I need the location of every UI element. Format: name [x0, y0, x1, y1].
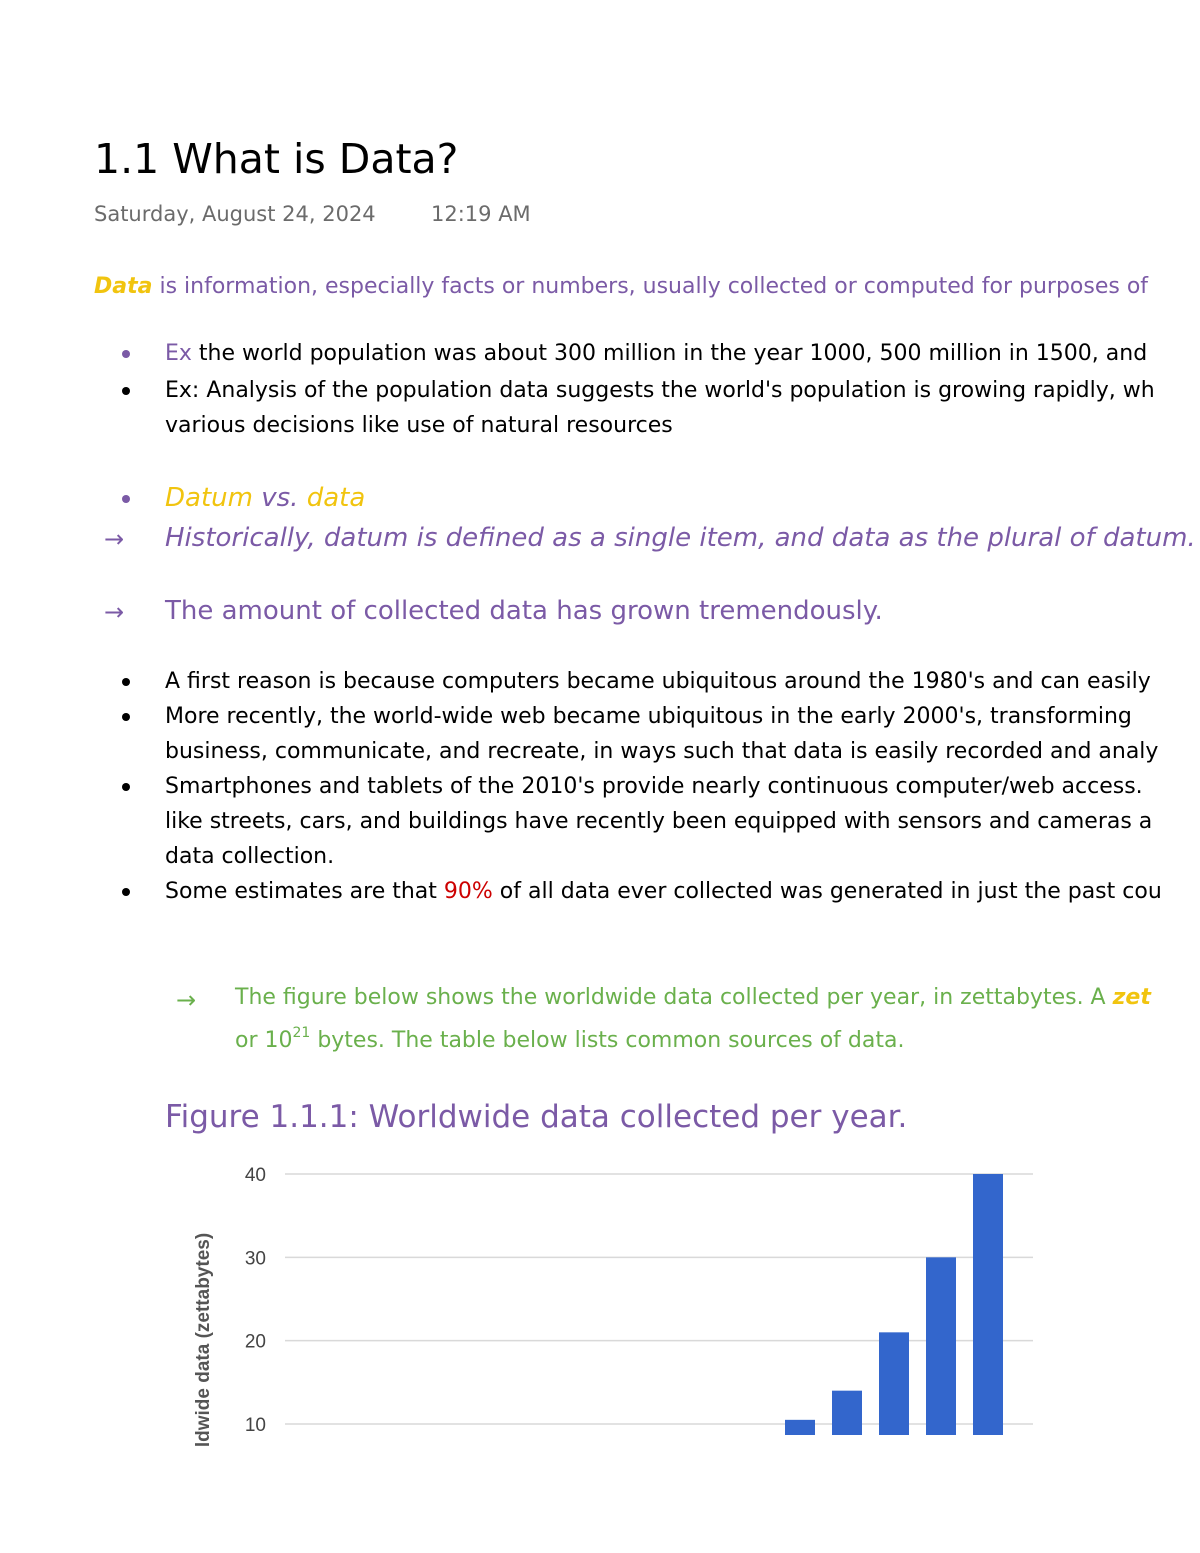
chart-bar: [832, 1391, 862, 1435]
chart-bar: [785, 1420, 815, 1435]
datum-vs: vs.: [252, 483, 307, 513]
datum-term: Datum: [165, 483, 253, 513]
definition-term: Data: [94, 274, 153, 299]
bullet-icon: [122, 783, 130, 791]
estimate-after: of all data ever collected was generated in just the past cou: [492, 879, 1162, 904]
chart-bar: [926, 1257, 956, 1435]
data-term: data: [306, 483, 366, 513]
reason-item: A first reason is because computers became ubiquitous around the 1980's and can easily: [165, 669, 1151, 694]
reason-item-continuation: business, communicate, and recreate, in ways such that data is easily recorded and analy: [165, 739, 1159, 764]
chart-grid: [245, 1165, 1033, 1436]
page-date: Saturday, August 24, 2024: [94, 202, 376, 226]
figure-note-sup: 21: [292, 1025, 311, 1041]
estimate-highlight: 90%: [443, 879, 493, 904]
chart-bar: [973, 1174, 1003, 1435]
y-tick-label: 20: [244, 1331, 266, 1353]
arrow-right-icon: →: [104, 525, 125, 553]
reason-item-continuation: data collection.: [165, 844, 335, 869]
bullet-icon: [122, 350, 130, 358]
arrow-right-icon: →: [176, 986, 197, 1014]
y-tick-label: 30: [244, 1248, 266, 1270]
figure-note-line1: [235, 984, 1151, 1012]
page-title: 1.1 What is Data?: [94, 135, 459, 183]
bullet-icon: [122, 713, 130, 721]
bullet-icon: [122, 678, 130, 686]
chart-bars: [785, 1174, 1003, 1435]
bullet-icon: [122, 888, 130, 896]
example-item-continuation: various decisions like use of natural resources: [165, 413, 673, 438]
growth-heading: The amount of collected data has grown tremendously.: [165, 596, 883, 626]
figure-note-before: or 10: [235, 1028, 293, 1053]
example-item: [165, 340, 1147, 368]
bullet-icon: [122, 495, 130, 503]
arrow-right-icon: →: [104, 598, 125, 626]
figure-note-line2: [235, 1019, 904, 1055]
definition-paragraph: [94, 273, 1148, 301]
bullet-icon: [122, 387, 130, 395]
datum-heading: [165, 482, 365, 514]
y-tick-label: 10: [244, 1415, 266, 1436]
datum-history: Historically, datum is defined as a single item, and data as the plural of datum.: [165, 523, 1196, 553]
chart-ylabel: ldwide data (zettabytes): [193, 1232, 214, 1448]
bar-chart: [180, 1150, 1050, 1453]
page-time: 12:19 AM: [431, 202, 531, 226]
example-prefix: Ex: [165, 341, 192, 366]
estimate-item: [165, 878, 1162, 906]
y-tick-label: 40: [244, 1165, 266, 1186]
estimate-before: Some estimates are that: [165, 879, 444, 904]
figure-note-after: bytes. The table below lists common sources of data.: [310, 1028, 905, 1053]
example-text: the world population was about 300 million in the year 1000, 500 million in 1500, and: [191, 341, 1148, 366]
reason-item: Smartphones and tablets of the 2010's provide nearly continuous computer/web access.: [165, 774, 1143, 799]
reason-item-continuation: like streets, cars, and buildings have recently been equipped with sensors and cameras a: [165, 809, 1153, 834]
figure-note-text: The figure below shows the worldwide data collected per year, in zettabytes. A: [235, 985, 1113, 1010]
definition-text: is information, especially facts or numbers, usually collected or computed for purposes of: [152, 274, 1149, 299]
figure-note-term: zet: [1112, 985, 1151, 1010]
chart-bar: [879, 1332, 909, 1435]
figure-caption: Figure 1.1.1: Worldwide data collected per year.: [165, 1099, 908, 1135]
reason-item: More recently, the world-wide web became ubiquitous in the early 2000's, transforming: [165, 704, 1132, 729]
example-item: Ex: Analysis of the population data suggests the world's population is growing rapidly, wh: [165, 378, 1155, 403]
